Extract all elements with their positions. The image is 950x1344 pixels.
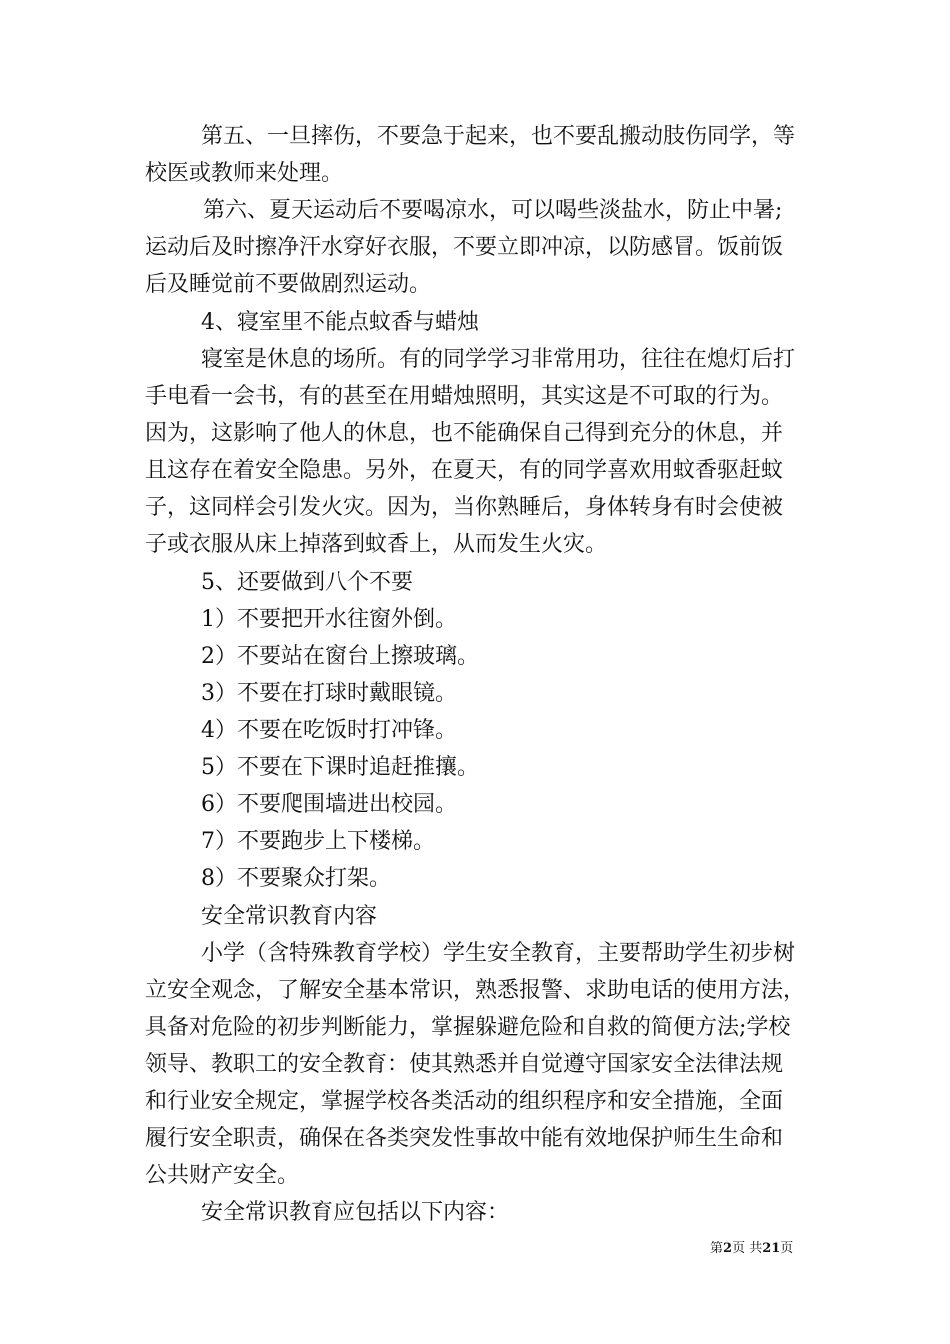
text-line: 小学（含特殊教育学校）学生安全教育，主要帮助学生初步树 bbox=[201, 941, 796, 966]
text-line: 手电看一会书，有的甚至在用蜡烛照明，其实这是不可取的行为。 bbox=[145, 384, 784, 409]
text-line: 安全常识教育应包括以下内容： bbox=[201, 1200, 510, 1225]
text-line: 第五、一旦摔伤，不要急于起来，也不要乱搬动肢伤同学，等 bbox=[201, 124, 796, 149]
text-line: 立安全观念，了解安全基本常识，熟悉报警、求助电话的使用方法， bbox=[145, 978, 806, 1003]
text-line: 履行安全职责，确保在各类突发性事故中能有效地保护师生生命和 bbox=[145, 1126, 784, 1151]
footer-prefix: 第 bbox=[710, 1241, 724, 1256]
current-page-number: 2 bbox=[723, 1241, 733, 1256]
section-heading: 安全常识教育内容 bbox=[201, 904, 378, 929]
list-item: 5）不要在下课时追赶推攘。 bbox=[201, 755, 479, 780]
list-item: 2）不要站在窗台上擦玻璃。 bbox=[201, 644, 479, 669]
footer-middle: 页 共 bbox=[732, 1241, 763, 1256]
text-line: 具备对危险的初步判断能力，掌握躲避危险和自救的简便方法;学校 bbox=[145, 1015, 791, 1040]
footer-suffix: 页 bbox=[780, 1241, 794, 1256]
text-line: 后及睡觉前不要做剧烈运动。 bbox=[145, 272, 432, 297]
text-line: 公共财产安全。 bbox=[145, 1163, 300, 1188]
text-line: 子或衣服从床上掉落到蚊香上，从而发生火灾。 bbox=[145, 532, 608, 557]
list-item: 6）不要爬围墙进出校园。 bbox=[201, 792, 457, 817]
list-item: 4）不要在吃饭时打冲锋。 bbox=[201, 718, 457, 743]
text-line: 寝室是休息的场所。有的同学学习非常用功，往往在熄灯后打 bbox=[201, 347, 796, 372]
list-item: 3）不要在打球时戴眼镜。 bbox=[201, 681, 457, 706]
text-line: 和行业安全规定，掌握学校各类活动的组织程序和安全措施，全面 bbox=[145, 1089, 784, 1114]
section-heading: 4、寝室里不能点蚊香与蜡烛 bbox=[201, 310, 479, 335]
list-item: 8）不要聚众打架。 bbox=[201, 866, 391, 891]
section-heading: 5、还要做到八个不要 bbox=[201, 570, 413, 595]
text-line: 子，这同样会引发火灾。因为，当你熟睡后，身体转身有时会使被 bbox=[145, 495, 784, 520]
text-line: 运动后及时擦净汗水穿好衣服，不要立即冲凉，以防感冒。饭前饭 bbox=[145, 235, 784, 260]
text-line: 校医或教师来处理。 bbox=[145, 161, 344, 186]
text-line: 第六、夏天运动后不要喝凉水，可以喝些淡盐水，防止中暑; bbox=[203, 198, 783, 223]
text-line: 因为，这影响了他人的休息，也不能确保自己得到充分的休息，并 bbox=[145, 421, 784, 446]
list-item: 7）不要跑步上下楼梯。 bbox=[201, 829, 435, 854]
text-line: 且这存在着安全隐患。另外，在夏天，有的同学喜欢用蚊香驱赶蚊 bbox=[145, 458, 784, 483]
page-number-footer bbox=[710, 1240, 793, 1258]
total-pages-number: 21 bbox=[762, 1241, 781, 1256]
list-item: 1）不要把开水往窗外倒。 bbox=[201, 607, 457, 632]
text-line: 领导、教职工的安全教育：使其熟悉并自觉遵守国家安全法律法规 bbox=[145, 1052, 784, 1077]
